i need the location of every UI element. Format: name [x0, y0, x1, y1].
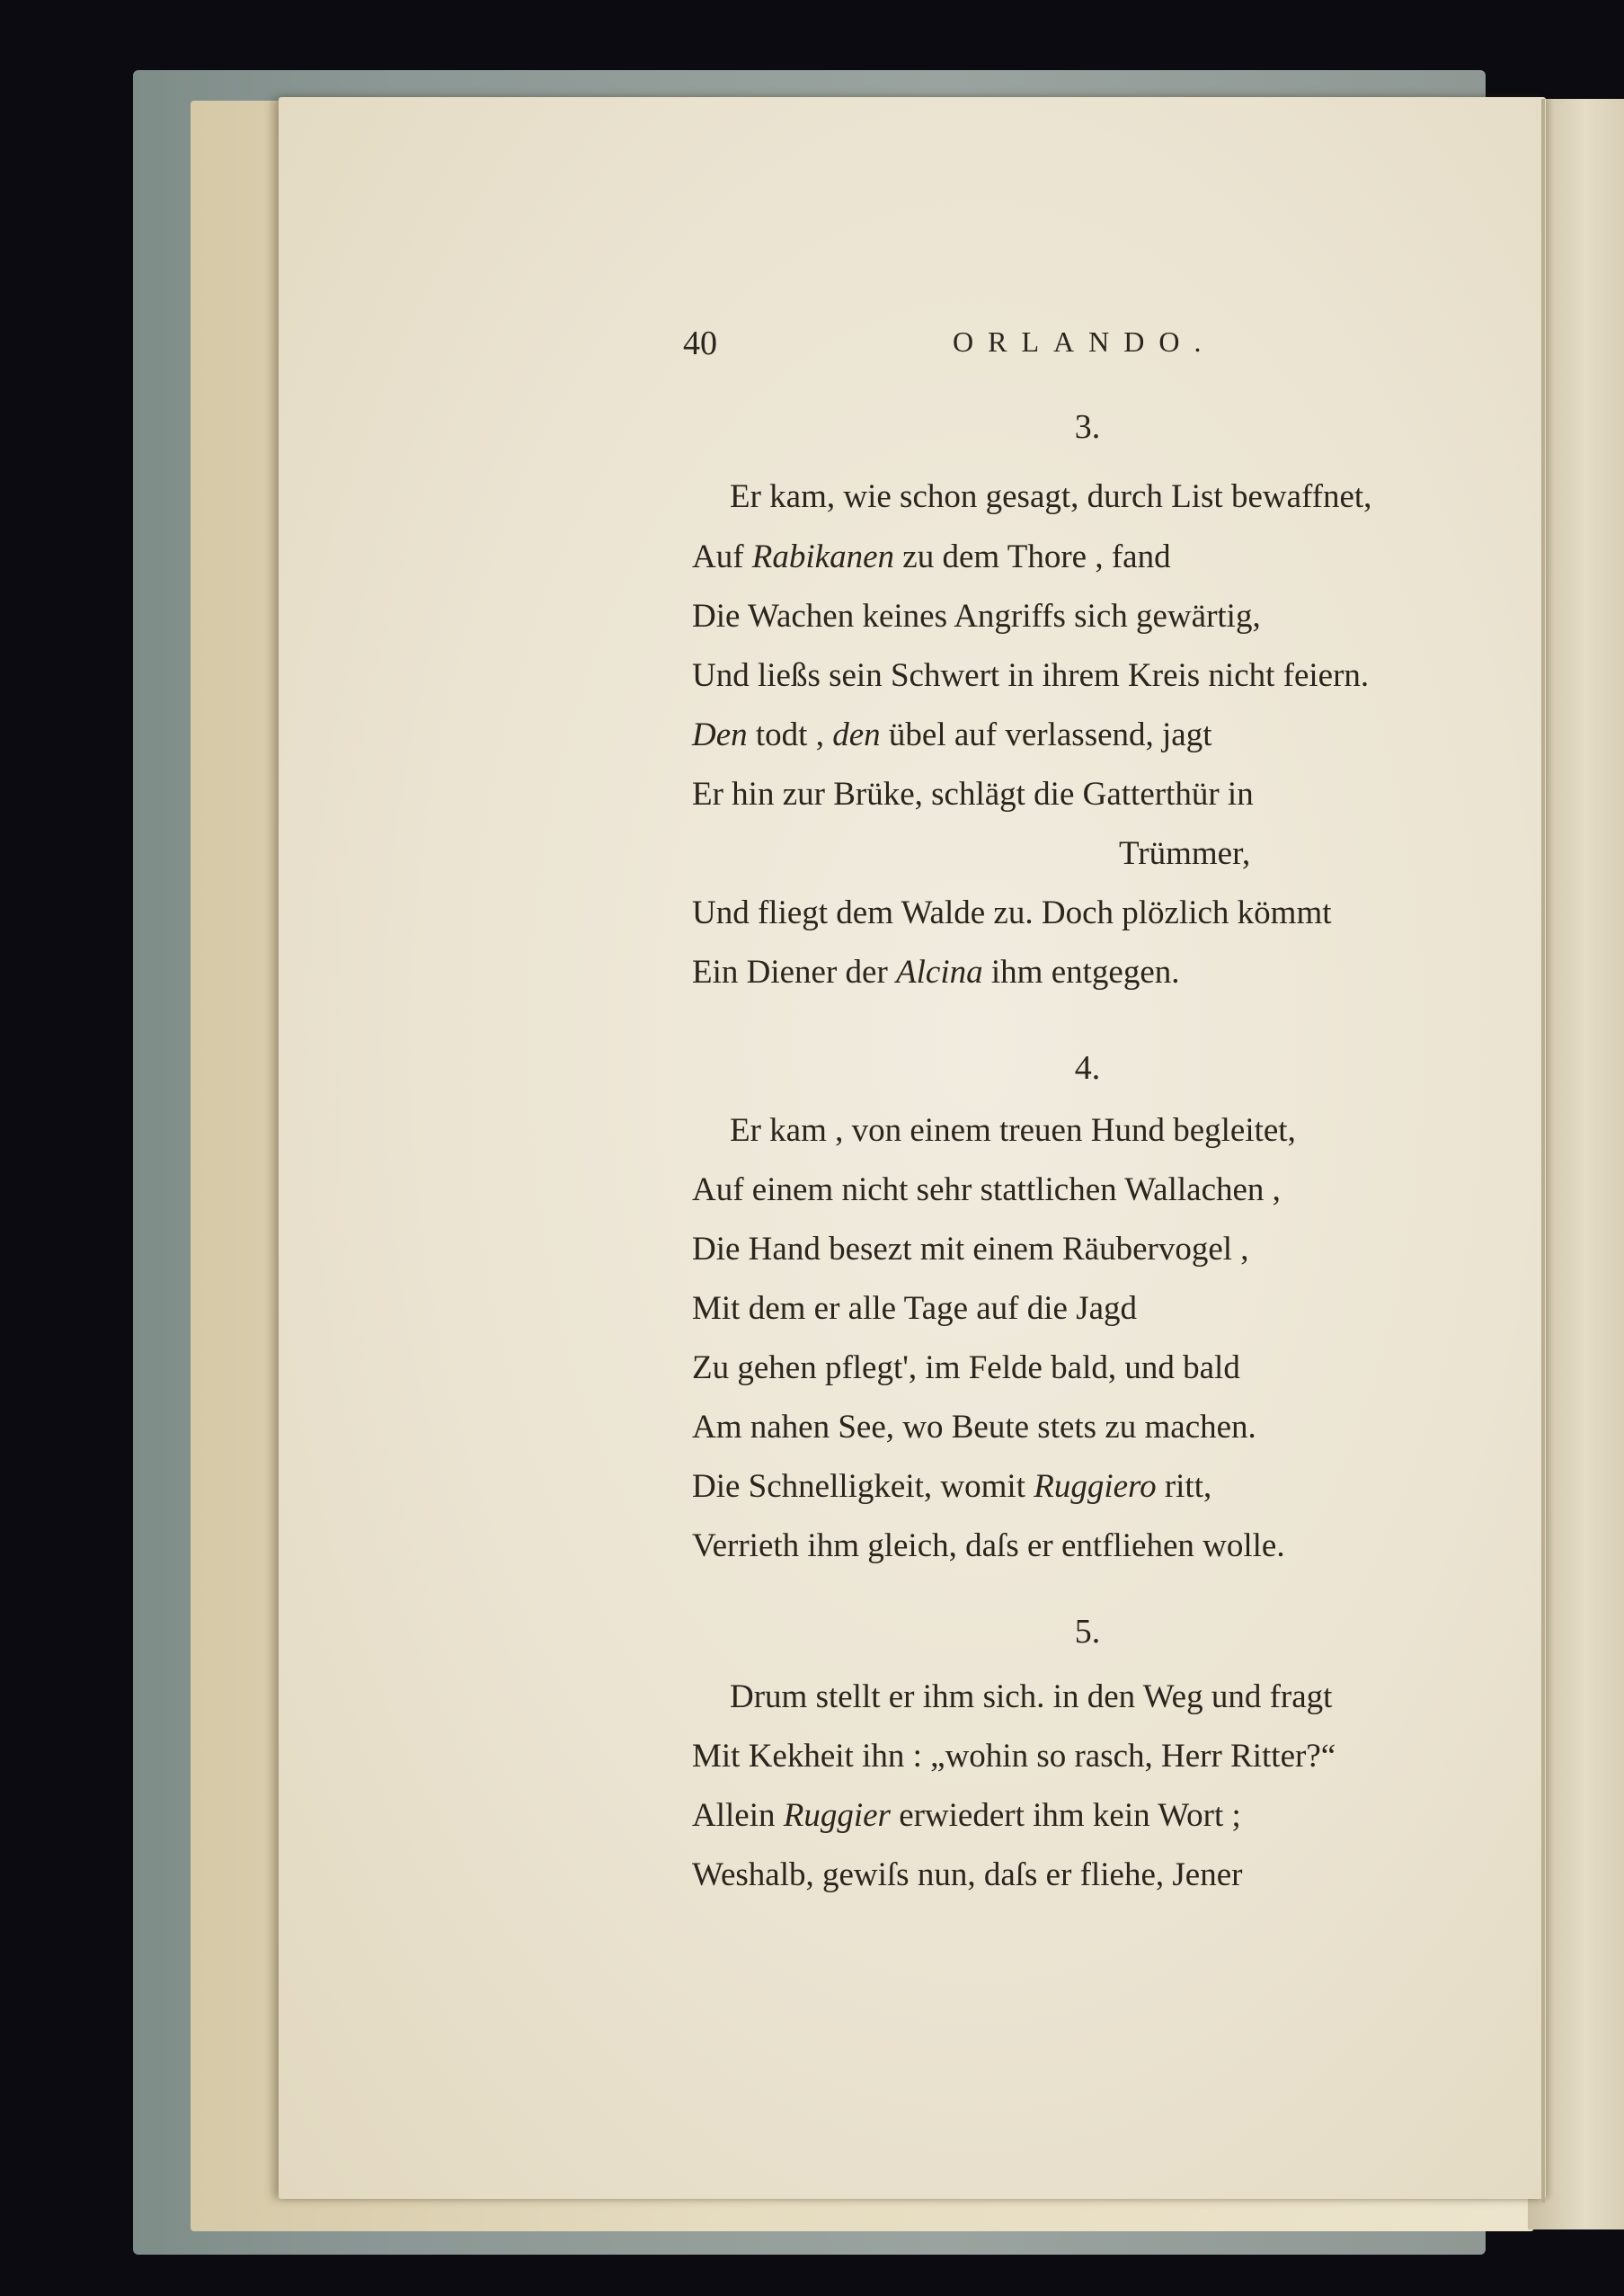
page-gutter	[1541, 99, 1545, 2203]
verse-line: Mit dem er alle Tage auf die Jagd	[692, 1290, 1138, 1327]
verse-line: Den todt , den übel auf verlassend, jagt	[692, 716, 1212, 753]
stanza-number: 4.	[1074, 1049, 1101, 1087]
verse-line: Und fliegt dem Walde zu. Doch plözlich kömmt	[692, 894, 1332, 931]
verse-line: Allein Ruggier erwiedert ihm kein Wort ;	[692, 1797, 1241, 1834]
verse-line: Verrieth ihm gleich, daſs er entfliehen wolle.	[692, 1527, 1285, 1564]
verse-line: Die Wachen keines Angriffs sich gewärtig,	[692, 598, 1261, 635]
verse-line: Er kam, wie schon gesagt, durch List bewaffnet,	[730, 478, 1372, 515]
verse-line: Am nahen See, wo Beute stets zu machen.	[692, 1409, 1256, 1446]
verse-line: Auf einem nicht sehr stattlichen Wallachen ,	[692, 1171, 1281, 1208]
verse-line: Und ließs sein Schwert in ihrem Kreis nicht feiern.	[692, 657, 1370, 694]
verse-line-turnover: Trümmer,	[1119, 835, 1251, 872]
verse-line: Auf Rabikanen zu dem Thore , fand	[692, 538, 1171, 575]
stanza-number: 5.	[1074, 1613, 1101, 1651]
running-header	[683, 324, 1492, 378]
verse-line: Ein Diener der Alcina ihm entgegen.	[692, 954, 1180, 991]
stanza-number: 3.	[1074, 408, 1101, 446]
verse-line: Die Schnelligkeit, womit Ruggiero ritt,	[692, 1468, 1212, 1505]
verse-line: Drum stellt er ihm sich. in den Weg und fragt	[730, 1678, 1333, 1715]
verse-line: Er hin zur Brüke, schlägt die Gatterthür in	[692, 776, 1254, 813]
verse-line: Mit Kekheit ihn : „wohin so rasch, Herr Ritter?“	[692, 1738, 1336, 1775]
running-title: ORLANDO.	[953, 325, 1216, 358]
verse-line: Die Hand besezt mit einem Räubervogel ,	[692, 1231, 1249, 1268]
verse-line: Zu gehen pflegt', im Felde bald, und bald	[692, 1349, 1240, 1386]
verse-line: Er kam , von einem treuen Hund begleitet,	[730, 1112, 1296, 1149]
verse-line: Weshalb, gewiſs nun, daſs er fliehe, Jener	[692, 1856, 1243, 1893]
page-number: 40	[683, 325, 717, 362]
